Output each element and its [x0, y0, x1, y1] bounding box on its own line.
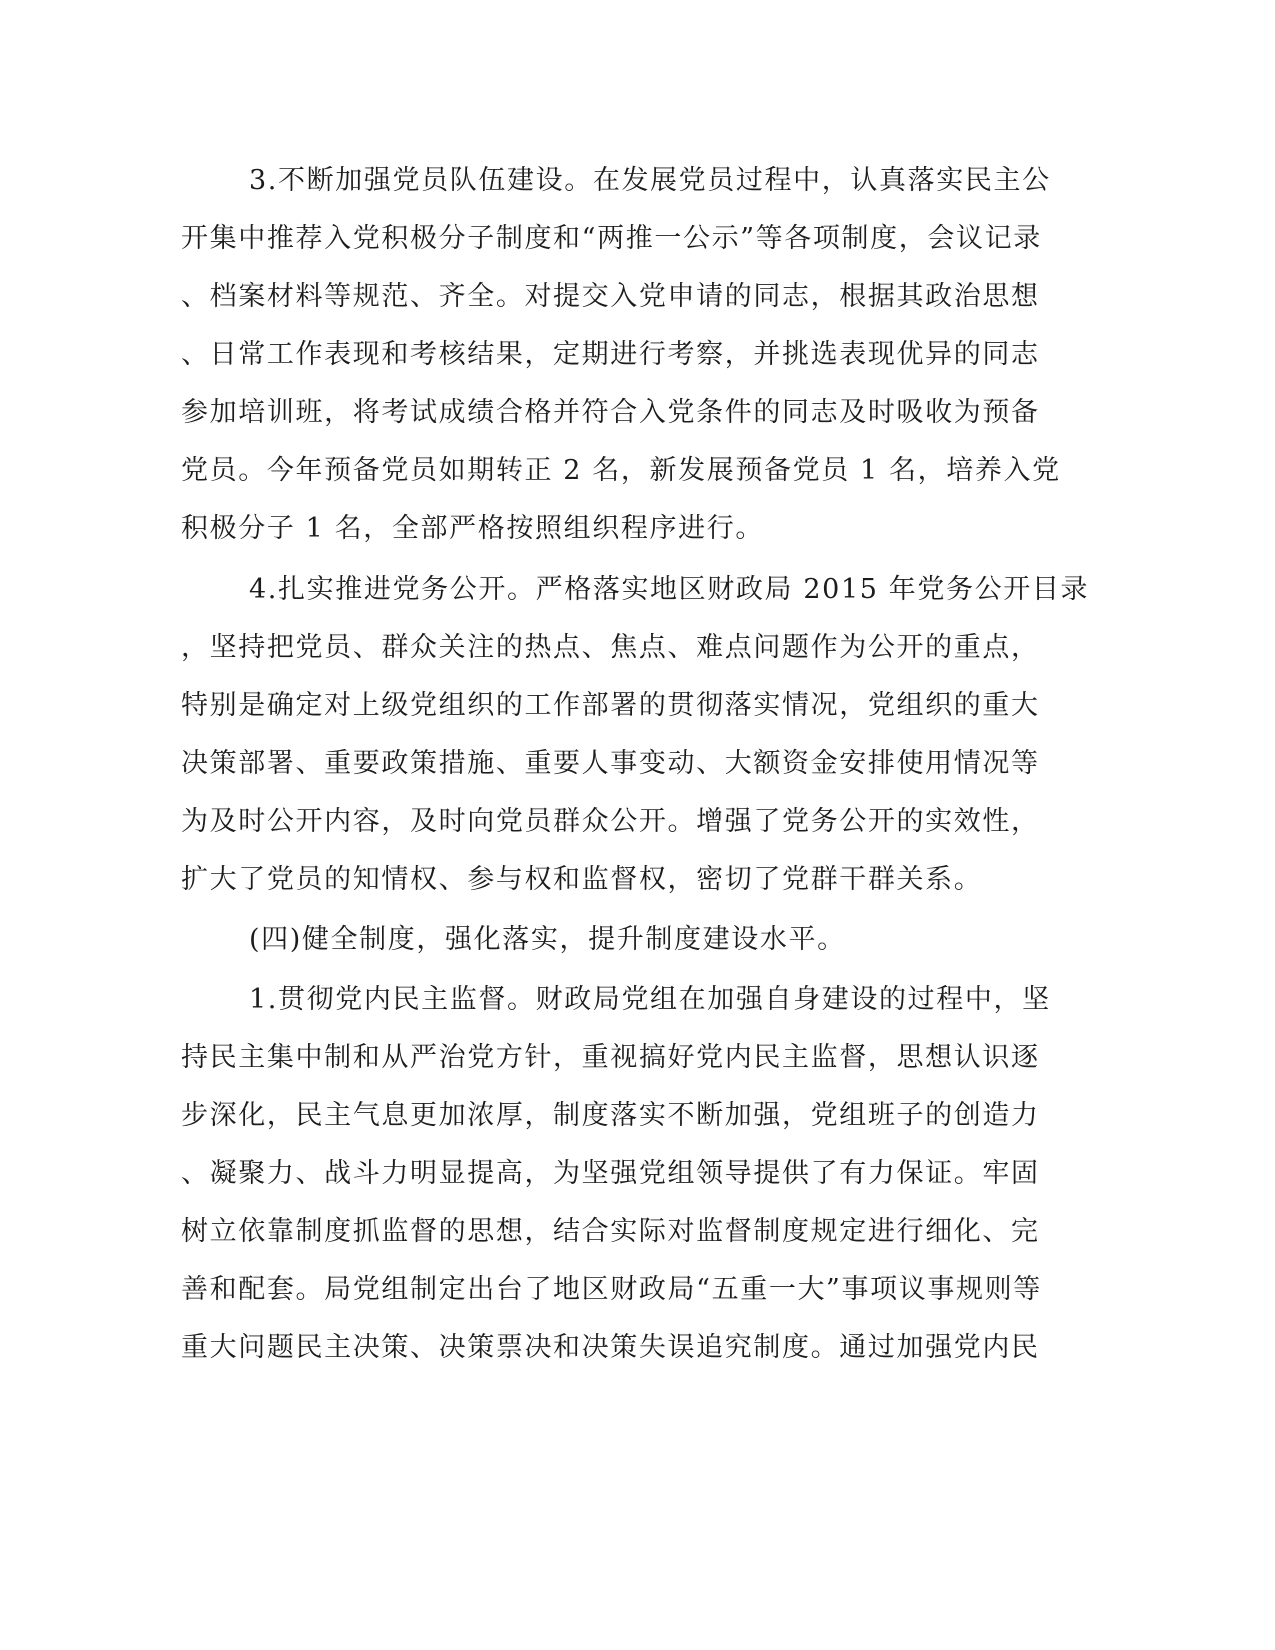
paragraph-line: 积极分子 1 名，全部严格按照组织程序进行。: [181, 513, 764, 544]
paragraph-line: 为及时公开内容，及时向党员群众公开。增强了党务公开的实效性，: [181, 806, 1040, 837]
paragraph-line: 树立依靠制度抓监督的思想，结合实际对监督制度规定进行细化、完: [181, 1216, 1040, 1247]
paragraph-line: 特别是确定对上级党组织的工作部署的贯彻落实情况，党组织的重大: [181, 690, 1040, 721]
paragraph-line: 开集中推荐入党积极分子制度和“两推一公示”等各项制度，会议记录: [181, 223, 1042, 254]
paragraph-line: 决策部署、重要政策措施、重要人事变动、大额资金安排使用情况等: [181, 748, 1040, 779]
paragraph-line: 党员。今年预备党员如期转正 2 名，新发展预备党员 1 名，培养入党: [181, 455, 1061, 486]
paragraph-line: 步深化，民主气息更加浓厚，制度落实不断加强，党组班子的创造力: [181, 1100, 1040, 1131]
paragraph-line: 善和配套。局党组制定出台了地区财政局“五重一大”事项议事规则等: [181, 1274, 1042, 1305]
section-heading: (四)健全制度，强化落实，提升制度建设水平。: [249, 924, 846, 955]
paragraph-line: ，坚持把党员、群众关注的热点、焦点、难点问题作为公开的重点，: [181, 632, 1040, 663]
paragraph-line: 、凝聚力、战斗力明显提高，为坚强党组领导提供了有力保证。牢固: [181, 1158, 1040, 1189]
paragraph-line: 1.贯彻党内民主监督。财政局党组在加强自身建设的过程中，坚: [249, 984, 1051, 1015]
paragraph-line: 、日常工作表现和考核结果，定期进行考察，并挑选表现优异的同志: [181, 339, 1040, 370]
paragraph-line: 4.扎实推进党务公开。严格落实地区财政局 2015 年党务公开目录: [249, 574, 1090, 605]
paragraph-line: 持民主集中制和从严治党方针，重视搞好党内民主监督，思想认识逐: [181, 1042, 1040, 1073]
paragraph-line: 参加培训班，将考试成绩合格并符合入党条件的同志及时吸收为预备: [181, 397, 1040, 428]
paragraph-line: 重大问题民主决策、决策票决和决策失误追究制度。通过加强党内民: [181, 1332, 1040, 1363]
paragraph-line: 扩大了党员的知情权、参与权和监督权，密切了党群干群关系。: [181, 864, 983, 895]
paragraph-line: 、档案材料等规范、齐全。对提交入党申请的同志，根据其政治思想: [181, 281, 1040, 312]
paragraph-line: 3.不断加强党员队伍建设。在发展党员过程中，认真落实民主公: [249, 165, 1051, 196]
